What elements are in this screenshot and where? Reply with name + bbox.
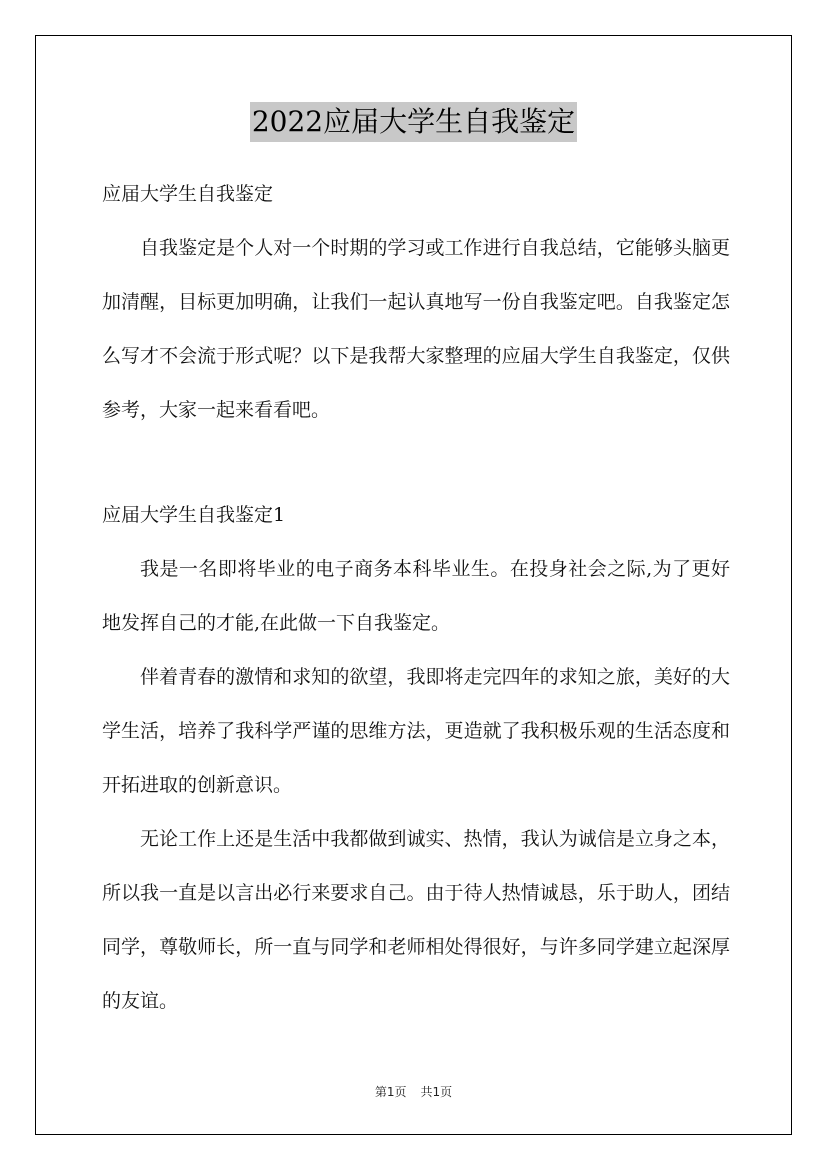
page-footer — [0, 1083, 827, 1100]
document-title: 2022应届大学生自我鉴定 — [250, 102, 577, 142]
page-total: 共1页 — [420, 1085, 453, 1099]
body-paragraph-2: 伴着青春的激情和求知的欲望，我即将走完四年的求知之旅，美好的大学生活，培养了我科学严谨的思维方法，更造就了我积极乐观的生活态度和开拓进取的创新意识。 — [102, 666, 730, 796]
intro-heading: 应届大学生自我鉴定 — [102, 183, 274, 205]
body-paragraph-3: 无论工作上还是生活中我都做到诚实、热情，我认为诚信是立身之本，所以我一直是以言出必行来要求自己。由于待人热情诚恳，乐于助人，团结同学，尊敬师长，所一直与同学和老师相处得很好，与许多同学建立起深厚的友谊。 — [102, 828, 730, 1012]
intro-paragraph: 自我鉴定是个人对一个时期的学习或工作进行自我总结，它能够头脑更加清醒，目标更加明确，让我们一起认真地写一份自我鉴定吧。自我鉴定怎么写才不会流于形式呢？以下是我帮大家整理的应届大学生自我鉴定，仅供参考，大家一起来看看吧。 — [102, 237, 730, 421]
body-paragraph-1: 我是一名即将毕业的电子商务本科毕业生。在投身社会之际,为了更好地发挥自己的才能,在此做一下自我鉴定。 — [102, 558, 730, 634]
section-spacer — [102, 437, 730, 489]
document-body — [102, 168, 730, 1028]
page-number: 第1页 — [374, 1085, 407, 1099]
title-container — [0, 102, 827, 142]
section-heading: 应届大学生自我鉴定1 — [102, 504, 286, 526]
